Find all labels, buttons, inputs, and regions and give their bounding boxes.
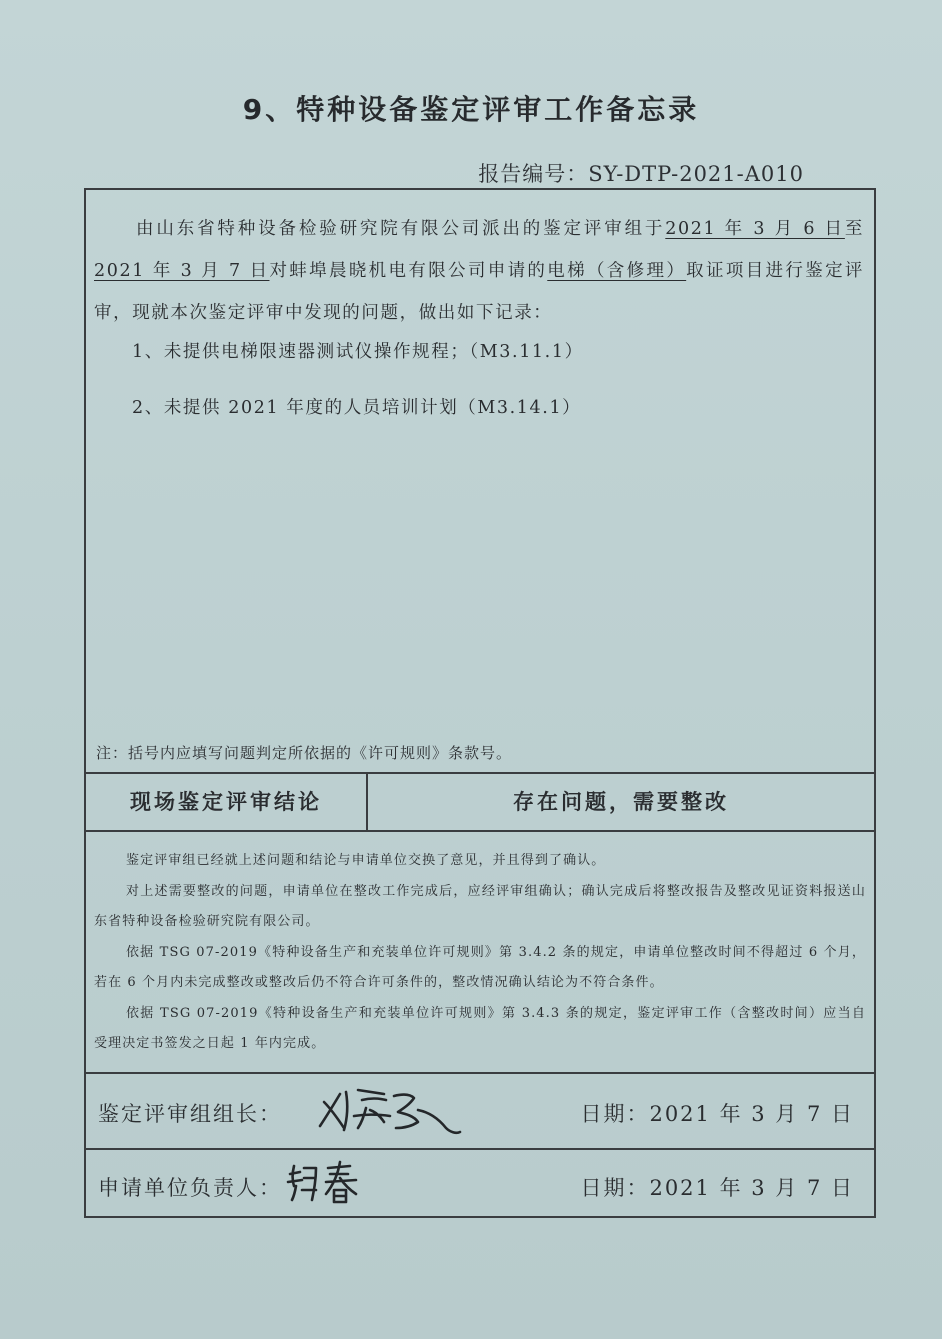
application-item: 电梯（含修理） — [547, 261, 687, 281]
applicant-label: 申请单位负责人： — [98, 1176, 282, 1200]
memo-text-1: 由山东省特种设备检验研究院有限公司派出的鉴定评审组于 — [136, 219, 666, 239]
memo-text-4: 取证项目进行鉴定评审，现就本次鉴定评审中发现的问题，做出如下记录： — [94, 261, 865, 323]
review-start-date: 2021 年 3 月 6 日 — [665, 219, 845, 239]
memo-form — [84, 188, 876, 1218]
conclusion-label: 现场鉴定评审结论 — [86, 774, 368, 830]
leader-signature — [314, 1082, 464, 1140]
finding-item: 2、未提供 2021 年度的人员培训计划（M3.14.1） — [132, 398, 582, 418]
page-title: 9、特种设备鉴定评审工作备忘录 — [242, 93, 700, 126]
review-end-date: 2021 年 3 月 7 日 — [94, 261, 270, 281]
leader-signature-row — [86, 1074, 874, 1150]
conclusion-value: 存在问题，需要整改 — [513, 790, 729, 814]
info-paragraph: 鉴定评审组已经就上述问题和结论与申请单位交换了意见，并且得到了确认。 — [126, 853, 606, 868]
report-number: 报告编号：SY-DTP-2021-A010 — [478, 162, 804, 186]
leader-label: 鉴定评审组组长： — [98, 1102, 282, 1126]
applicant-date: 日期：2021 年 3 月 7 日 — [580, 1176, 854, 1200]
note-text: 注：括号内应填写问题判定所依据的《许可规则》条款号。 — [96, 744, 513, 762]
info-text — [94, 846, 866, 1060]
finding-item: 1、未提供电梯限速器测试仪操作规程；（M3.11.1） — [132, 342, 584, 362]
memo-text-2: 至 — [844, 219, 864, 239]
memo-section — [86, 190, 874, 774]
conclusion-row — [86, 774, 874, 832]
memo-paragraph — [94, 208, 864, 334]
leader-date: 日期：2021 年 3 月 7 日 — [580, 1102, 854, 1126]
memo-text-3: 对蚌埠晨晓机电有限公司申请的 — [269, 261, 548, 281]
applicant-signature — [286, 1156, 364, 1206]
info-paragraph: 对上述需要整改的问题，申请单位在整改工作完成后，应经评审组确认；确认完成后将整改报告及整改见证资料报送山东省特种设备检验研究院有限公司。 — [94, 883, 866, 929]
info-paragraph: 依据 TSG 07-2019《特种设备生产和充装单位许可规则》第 3.4.2 条的规定，申请单位整改时间不得超过 6 个月，若在 6 个月内未完成整改或整改后仍不符合许可条件的，整改情况确认结论为不符合条件。 — [94, 944, 866, 990]
info-paragraph: 依据 TSG 07-2019《特种设备生产和充装单位许可规则》第 3.4.3 条的规定，鉴定评审工作（含整改时间）应当自受理决定书签发之日起 1 年内完成。 — [94, 1005, 866, 1051]
applicant-signature-row — [86, 1150, 874, 1216]
info-section — [86, 832, 874, 1074]
